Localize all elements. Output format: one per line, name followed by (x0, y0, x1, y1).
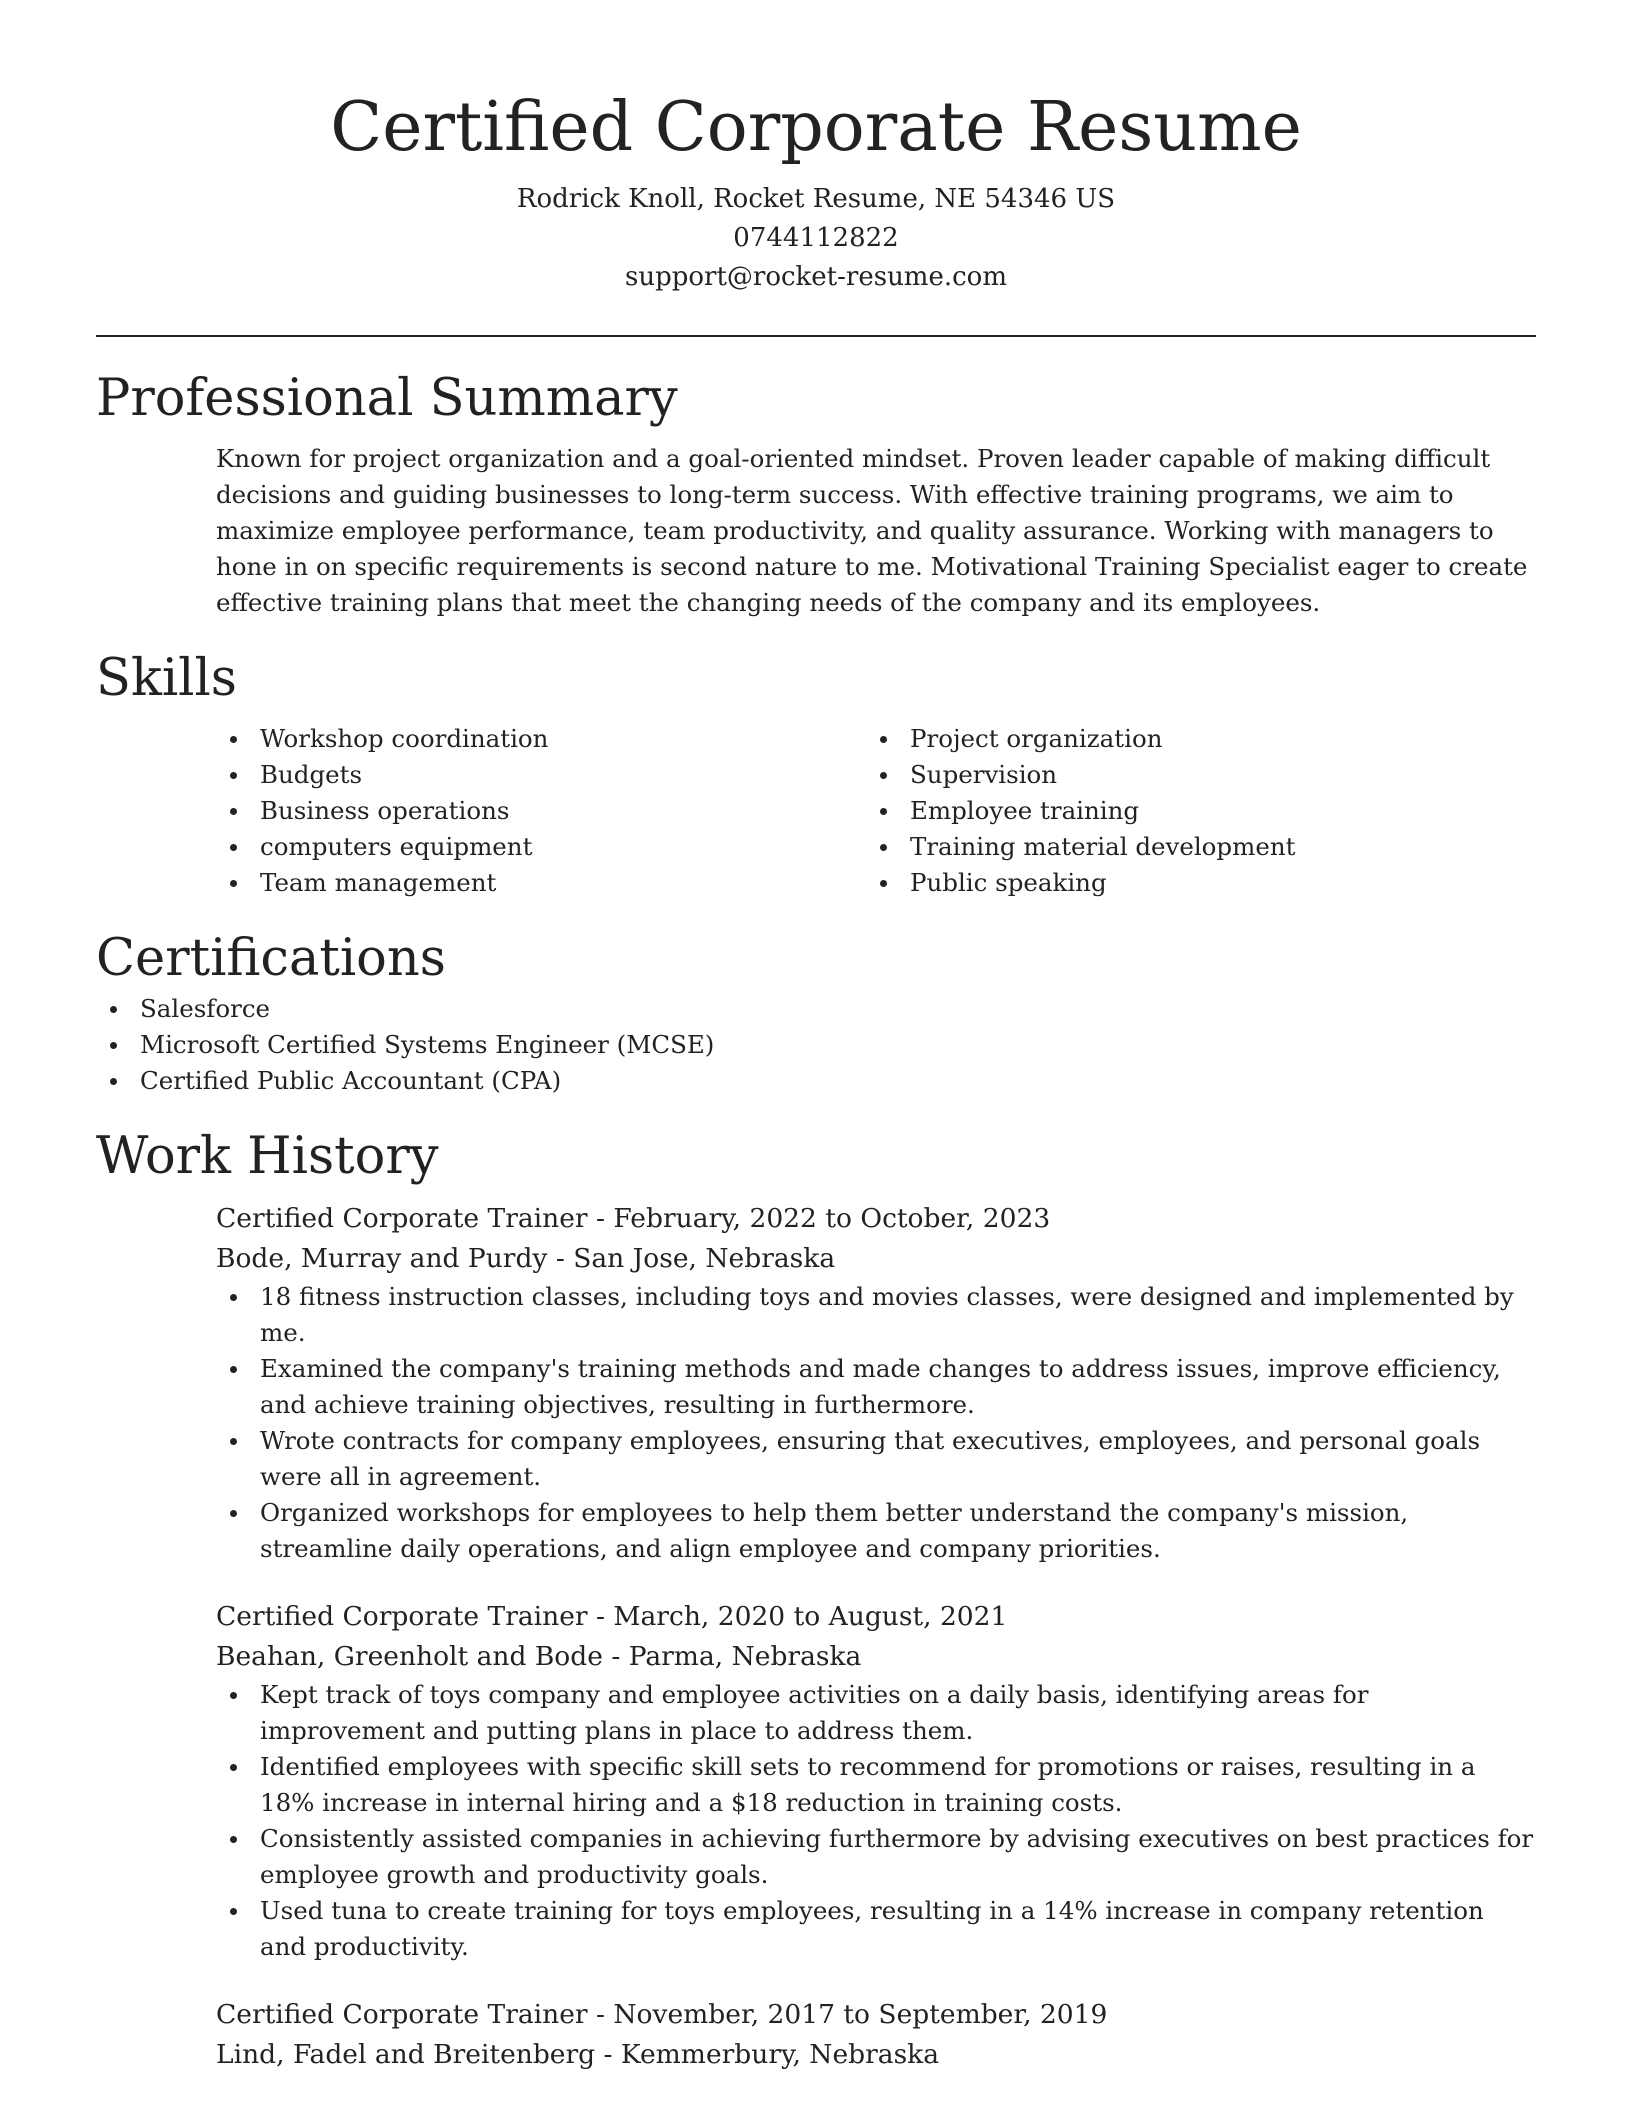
job-company-line: Lind, Fadel and Breitenberg - Kemmerbury, Nebraska (216, 2039, 940, 2070)
certifications-section (96, 927, 1536, 1099)
list-item: Project organization (866, 721, 1516, 757)
list-item: Public speaking (866, 865, 1516, 901)
job-entry (216, 1995, 1536, 2075)
work-history-heading: Work History (96, 1127, 439, 1186)
job-bullets (216, 1279, 1536, 1567)
job-entry (216, 1597, 1536, 1965)
list-item: Wrote contracts for company employees, ensuring that executives, employees, and personal goals were all in agreement. (216, 1423, 1536, 1495)
list-item: Kept track of toys company and employee activities on a daily basis, identifying areas for improvement and putting plans in place to address them. (216, 1677, 1536, 1749)
summary-text: Known for project organization and a goal-oriented mindset. Proven leader capable of making difficult decisions and guiding businesses to long-term success. With effective training programs, we aim to maximize employee performance, team productivity, and quality assurance. Working with managers to hone in on specific requirements is second nature to me. Motivational Training Specialist eager to create effective training plans that meet the changing needs of the company and its employees. (216, 444, 1528, 617)
list-item: Microsoft Certified Systems Engineer (MCSE) (96, 1027, 1536, 1063)
contact-address: Rodrick Knoll, Rocket Resume, NE 54346 US (516, 184, 1116, 214)
list-item: Workshop coordination (216, 721, 866, 757)
skills-list (216, 721, 1536, 901)
list-item: Business operations (216, 793, 866, 829)
work-history-section (96, 1125, 1536, 2075)
header-divider (96, 335, 1536, 337)
job-title-line: Certified Corporate Trainer - November, 2017 to September, 2019 (216, 1999, 1108, 2030)
list-item: Employee training (866, 793, 1516, 829)
resume-header (96, 0, 1536, 297)
certifications-heading: Certifications (96, 929, 446, 988)
job-company-line: Beahan, Greenholt and Bode - Parma, Nebraska (216, 1641, 862, 1672)
list-item: Organized workshops for employees to help them better understand the company's mission, streamline daily operations, and align employee and company priorities. (216, 1495, 1536, 1567)
summary-heading: Professional Summary (96, 369, 678, 428)
certifications-list (96, 991, 1536, 1099)
list-item: Supervision (866, 757, 1516, 793)
job-title-line: Certified Corporate Trainer - March, 2020 to August, 2021 (216, 1601, 1008, 1632)
resume-page (96, 0, 1536, 2075)
contact-info (96, 180, 1536, 297)
contact-phone: 0744112822 (733, 223, 899, 253)
list-item: Training material development (866, 829, 1516, 865)
list-item: Examined the company's training methods and made changes to address issues, improve efficiency, and achieve training objectives, resulting in furthermore. (216, 1351, 1536, 1423)
list-item: 18 fitness instruction classes, including toys and movies classes, were designed and implemented by me. (216, 1279, 1536, 1351)
list-item: Team management (216, 865, 866, 901)
job-company-line: Bode, Murray and Purdy - San Jose, Nebraska (216, 1243, 836, 1274)
list-item: Budgets (216, 757, 866, 793)
summary-section (96, 367, 1536, 621)
list-item: Salesforce (96, 991, 1536, 1027)
resume-title: Certified Corporate Resume (330, 88, 1302, 167)
list-item: Certified Public Accountant (CPA) (96, 1063, 1536, 1099)
list-item: Consistently assisted companies in achieving furthermore by advising executives on best practices for employee growth and productivity goals. (216, 1821, 1536, 1893)
job-title-line: Certified Corporate Trainer - February, 2022 to October, 2023 (216, 1203, 1051, 1234)
list-item: computers equipment (216, 829, 866, 865)
skills-section (96, 647, 1536, 901)
skills-column-left (216, 721, 866, 901)
list-item: Identified employees with specific skill sets to recommend for promotions or raises, resulting in a 18% increase in internal hiring and a $18 reduction in training costs. (216, 1749, 1536, 1821)
skills-heading: Skills (96, 649, 237, 708)
skills-column-right (866, 721, 1516, 901)
contact-email: support@rocket-resume.com (624, 262, 1007, 292)
job-entry (216, 1199, 1536, 1567)
list-item: Used tuna to create training for toys employees, resulting in a 14% increase in company retention and productivity. (216, 1893, 1536, 1965)
job-bullets (216, 1677, 1536, 1965)
